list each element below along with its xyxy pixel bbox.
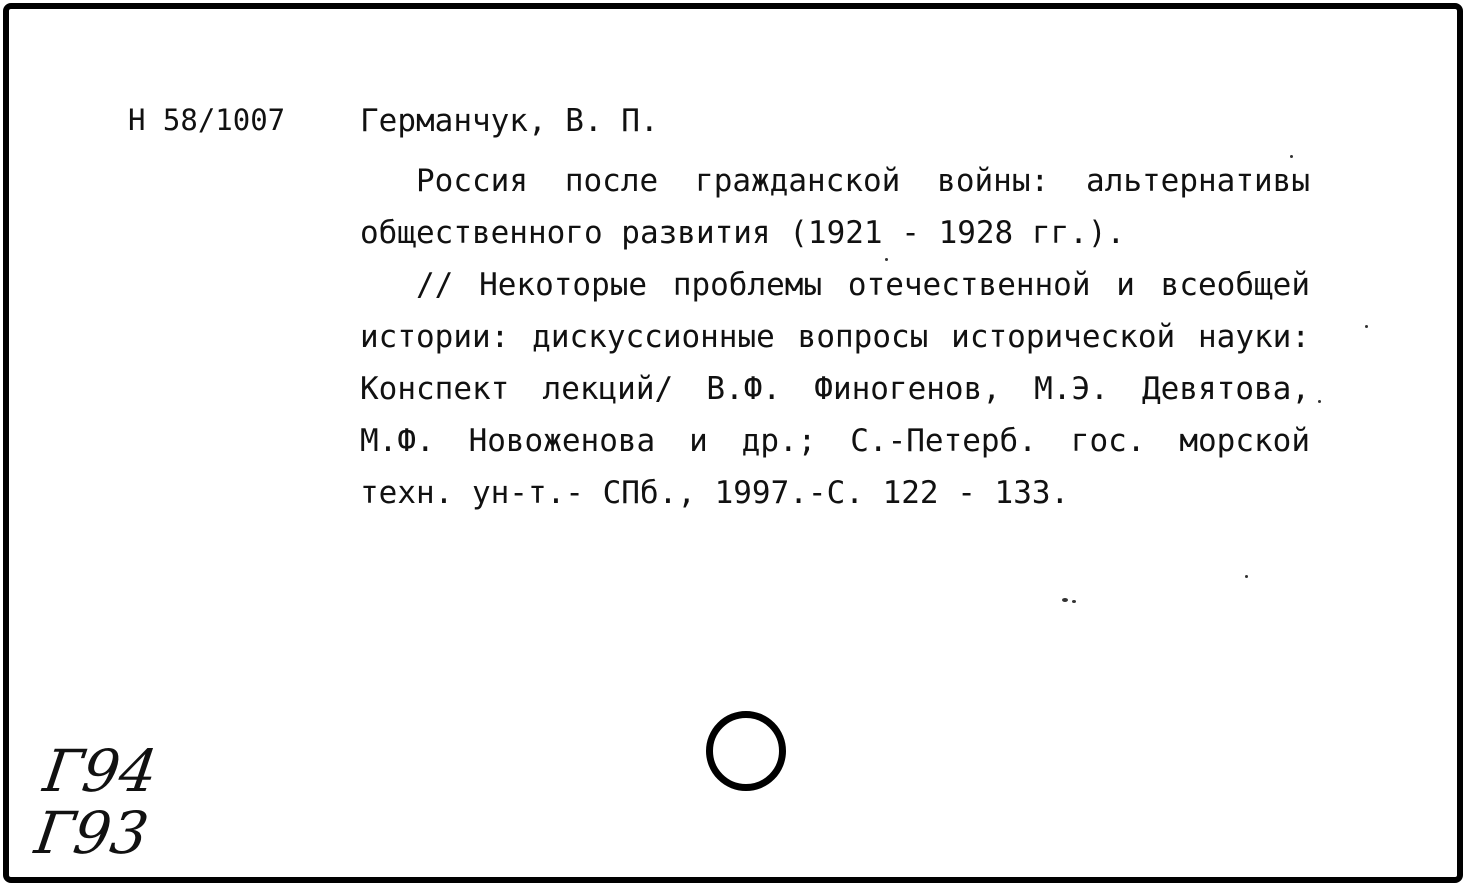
scan-speck xyxy=(885,258,888,261)
scan-speck xyxy=(1365,325,1368,328)
author-name: Германчук, В. П. xyxy=(360,103,659,139)
scan-speck xyxy=(1062,598,1068,602)
scan-speck xyxy=(1245,575,1248,578)
handwritten-code-2: Г93 xyxy=(30,799,153,867)
scan-speck xyxy=(1290,155,1293,158)
bibliographic-entry xyxy=(360,155,1310,519)
scan-speck xyxy=(1072,600,1076,603)
scan-speck xyxy=(1318,400,1321,403)
title-paragraph: Россия после гражданской войны: альтернативы общественного развития (1921 - 1928 гг.). xyxy=(360,163,1310,251)
punch-hole-icon xyxy=(706,711,786,791)
shelf-mark: Н 58/1007 xyxy=(128,103,286,137)
source-paragraph: // Некоторые проблемы отечественной и всеобщей истории: дискуссионные вопросы исторической науки: Конспект лекций/ В.Ф. Финогенов, М.Э. Девятова, М.Ф. Новоженова и др.; С.-Петерб. гос. морской техн. ун-т.- СПб., 1997.-С. 122 - 133. xyxy=(360,267,1310,511)
handwritten-codes xyxy=(30,737,162,867)
handwritten-code-1: Г94 xyxy=(39,737,162,805)
